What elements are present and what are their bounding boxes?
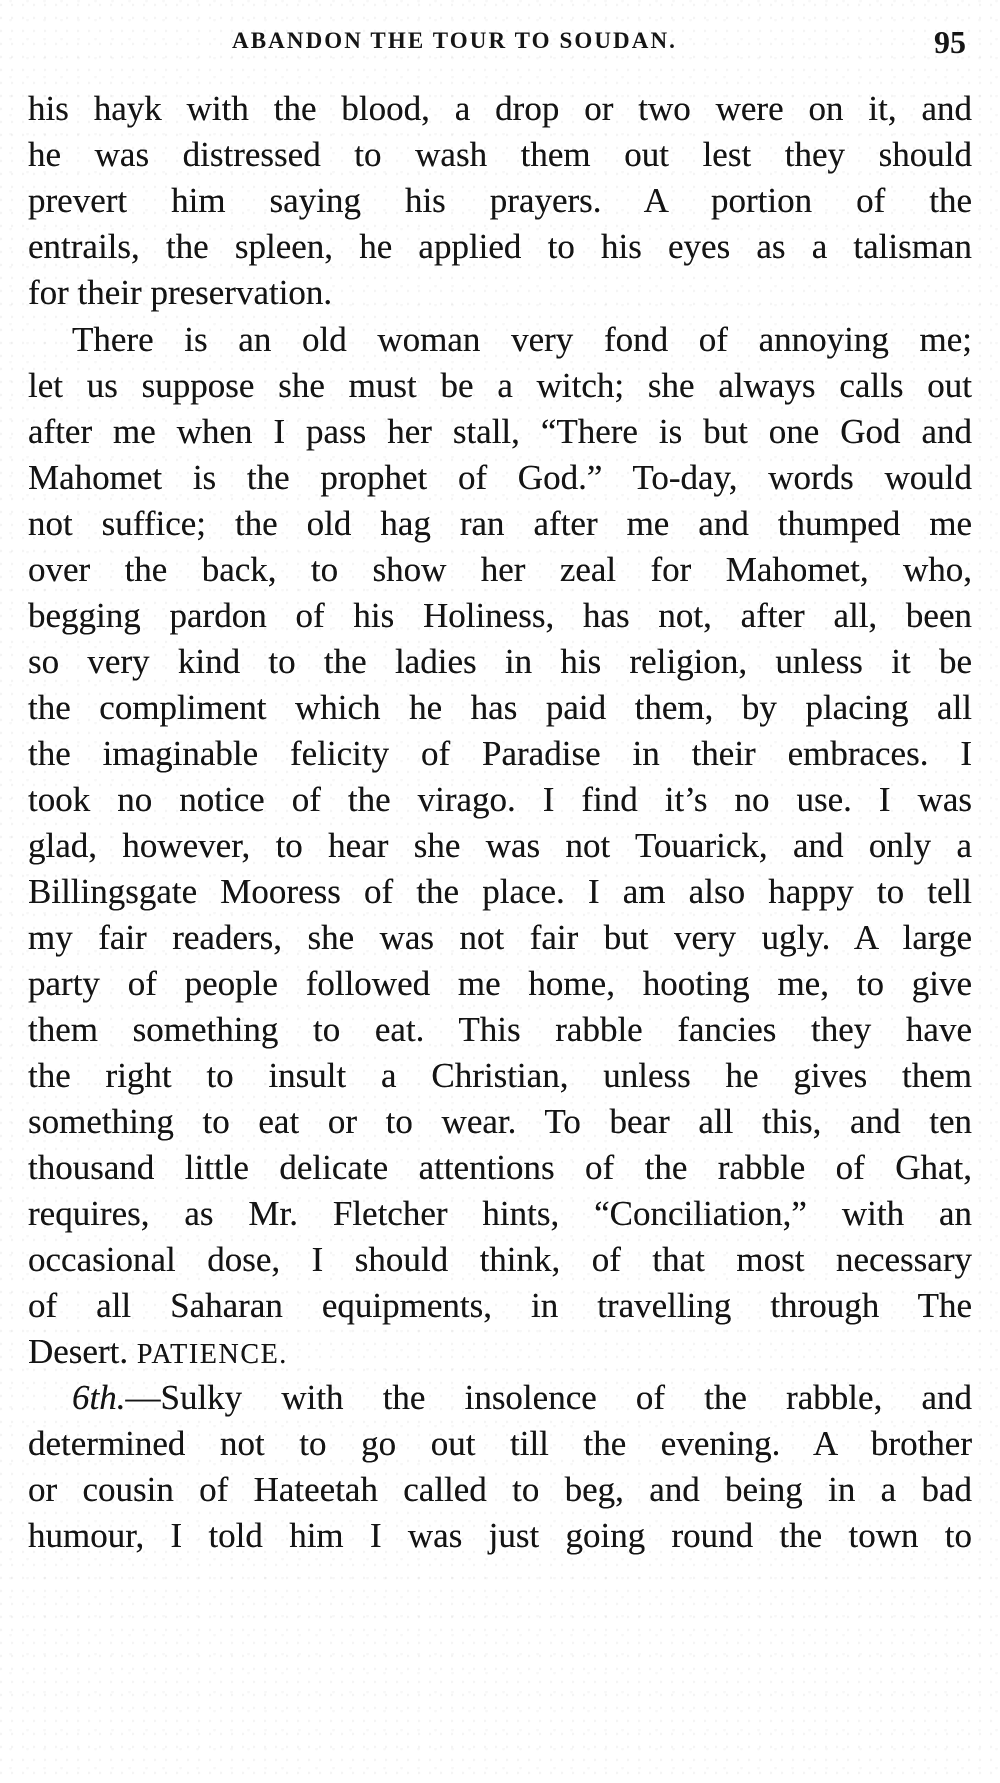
text-line-24: thousand little delicate attentions of the rabble of Ghat, — [28, 1148, 972, 1187]
text-line-1: his hayk with the blood, a drop or two were on it, and — [28, 89, 972, 128]
text-line-6: There is an old woman very fond of annoying me; — [72, 320, 972, 359]
text-line-17: glad, however, to hear she was not Touarick, and only a — [28, 826, 972, 865]
text-line-20: party of people followed me home, hooting me, to give — [28, 964, 972, 1003]
text-line-7: let us suppose she must be a witch; she always calls out — [28, 366, 972, 405]
desert-word: Desert. — [28, 1332, 129, 1371]
text-line-2: he was distressed to wash them out lest they should — [28, 135, 972, 174]
text-line-23: something to eat or to wear. To bear all this, and ten — [28, 1102, 972, 1141]
text-line-19: my fair readers, she was not fair but very ugly. A large — [28, 918, 972, 957]
text-line-14: the compliment which he has paid them, by placing all — [28, 688, 972, 727]
text-line-3: prevert him saying his prayers. A portion of the — [28, 181, 972, 220]
text-line-32: humour, I told him I was just going round the town to — [28, 1516, 972, 1555]
text-line-16: took no notice of the virago. I find it’s no use. I was — [28, 780, 972, 819]
text-line-9: Mahomet is the prophet of God.” To-day, words would — [28, 458, 972, 497]
text-line-4: entrails, the spleen, he applied to his eyes as a talisman — [28, 227, 972, 266]
text-line-8: after me when I pass her stall, “There is but one God and — [28, 412, 972, 451]
text-line-25: requires, as Mr. Fletcher hints, “Conciliation,” with an — [28, 1194, 972, 1233]
text-line-22: the right to insult a Christian, unless he gives them — [28, 1056, 972, 1095]
entry-opening-text: —Sulky with the insolence of the rabble, and — [125, 1378, 972, 1417]
text-line-11: over the back, to show her zeal for Mahomet, who, — [28, 550, 972, 589]
text-line-26: occasional dose, I should think, of that most necessary — [28, 1240, 972, 1279]
patience-small-caps: PATIENCE. — [136, 1339, 288, 1370]
text-line-10: not suffice; the old hag ran after me and thumped me — [28, 504, 972, 543]
text-line-18: Billingsgate Mooress of the place. I am also happy to tell — [28, 872, 972, 911]
running-title: ABANDON THE TOUR TO SOUDAN. — [232, 28, 678, 53]
text-line-28 — [28, 1329, 972, 1374]
text-line-30: determined not to go out till the evening. A brother — [28, 1424, 972, 1463]
text-line-21: them something to eat. This rabble fancies they have — [28, 1010, 972, 1049]
text-line-12: begging pardon of his Holiness, has not, after all, been — [28, 596, 972, 635]
page-number: 95 — [934, 24, 966, 60]
entry-date: 6th. — [72, 1378, 126, 1417]
text-line-31: or cousin of Hateetah called to beg, and being in a bad — [28, 1470, 972, 1509]
text-line-27: of all Saharan equipments, in travelling through The — [28, 1286, 972, 1325]
dated-entry-line — [72, 1375, 972, 1420]
text-line-5: for their preservation. — [28, 273, 333, 312]
text-line-15: the imaginable felicity of Paradise in their embraces. I — [28, 734, 972, 773]
text-line-13: so very kind to the ladies in his religion, unless it be — [28, 642, 972, 681]
